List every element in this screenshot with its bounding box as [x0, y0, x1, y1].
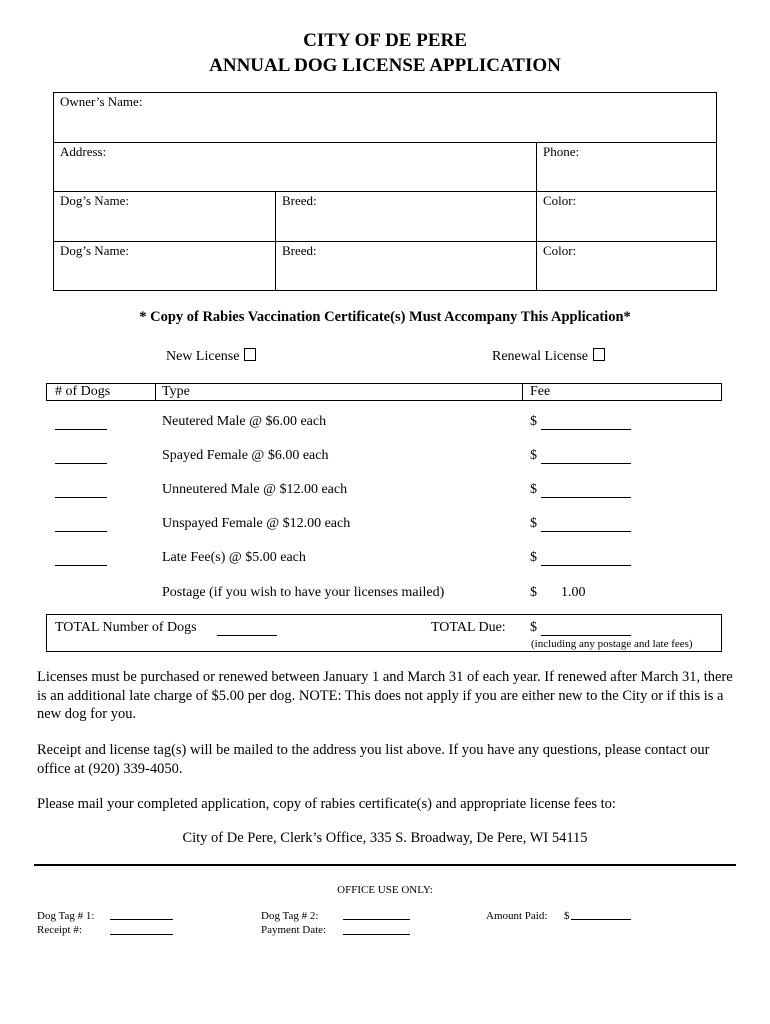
license-deadline-paragraph: Licenses must be purchased or renewed between January 1 and March 31 of each year. If renewed after March 31, there is an additional late charge of $5.00 per dog. NOTE: This does not apply if you are either new to the City or if this is a new dog for you.	[37, 669, 733, 722]
dog1-name-field[interactable]: Dog’s Name:	[60, 193, 129, 208]
office-use-title: OFFICE USE ONLY:	[337, 884, 433, 896]
neutered-male-fee-input[interactable]	[541, 415, 631, 430]
dog-tag-2-input[interactable]	[343, 909, 410, 920]
fee-dollar-sign: $	[530, 585, 537, 600]
section-divider	[34, 864, 736, 866]
dog2-name-field[interactable]: Dog’s Name:	[60, 243, 129, 258]
form-title: CITY OF DE PERE	[303, 30, 467, 51]
amount-paid-label: Amount Paid:	[486, 910, 548, 922]
payment-date-input[interactable]	[343, 924, 410, 935]
unspayed-female-count-input[interactable]	[55, 517, 107, 532]
unneutered-male-label: Unneutered Male @ $12.00 each	[162, 482, 348, 497]
postage-label: Postage (if you wish to have your licenses mailed)	[162, 585, 445, 600]
total-due-label: TOTAL Due:	[431, 620, 506, 635]
fee-dollar-sign: $	[530, 620, 537, 635]
table-divider	[536, 142, 537, 290]
table-divider	[275, 191, 276, 290]
total-dogs-input[interactable]	[217, 621, 277, 636]
fee-dollar-sign: $	[530, 448, 537, 463]
table-divider	[54, 241, 716, 242]
neutered-male-label: Neutered Male @ $6.00 each	[162, 414, 327, 429]
type-column-header: Type	[162, 384, 190, 399]
table-divider	[54, 142, 716, 143]
fee-dollar-sign: $	[530, 516, 537, 531]
address-field[interactable]: Address:	[60, 144, 107, 159]
total-due-input[interactable]	[541, 621, 631, 636]
new-license-label: New License	[166, 349, 240, 364]
fee-column-header: Fee	[530, 384, 551, 399]
new-license-option[interactable]	[166, 348, 256, 365]
neutered-male-count-input[interactable]	[55, 415, 107, 430]
dog-tag-1-label: Dog Tag # 1:	[37, 910, 95, 922]
dog-tag-1-input[interactable]	[110, 909, 173, 920]
dogs-column-header: # of Dogs	[55, 384, 111, 399]
fee-dollar-sign: $	[530, 482, 537, 497]
total-note: (including any postage and late fees)	[531, 638, 693, 650]
dog2-breed-field[interactable]: Breed:	[282, 243, 317, 258]
late-fee-fee-input[interactable]	[541, 551, 631, 566]
spayed-female-count-input[interactable]	[55, 449, 107, 464]
spayed-female-label: Spayed Female @ $6.00 each	[162, 448, 329, 463]
form-subtitle: ANNUAL DOG LICENSE APPLICATION	[209, 55, 561, 76]
unspayed-female-fee-input[interactable]	[541, 517, 631, 532]
total-dogs-label: TOTAL Number of Dogs	[55, 620, 197, 635]
receipt-paragraph: Receipt and license tag(s) will be mailed to the address you list above. If you have any questions, please contact our office at (920) 339-4050.	[37, 742, 710, 777]
receipt-label: Receipt #:	[37, 924, 82, 936]
amount-paid-input[interactable]	[571, 909, 631, 920]
spayed-female-fee-input[interactable]	[541, 449, 631, 464]
amount-dollar-sign: $	[564, 910, 570, 922]
payment-date-label: Payment Date:	[261, 924, 327, 936]
renewal-license-checkbox[interactable]	[593, 348, 605, 361]
fee-dollar-sign: $	[530, 414, 537, 429]
renewal-license-label: Renewal License	[492, 349, 589, 364]
rabies-notice: * Copy of Rabies Vaccination Certificate(s) Must Accompany This Application*	[139, 309, 631, 325]
table-divider	[155, 384, 156, 400]
postage-fee-value: 1.00	[561, 585, 586, 600]
mail-instructions-paragraph: Please mail your completed application, copy of rabies certificate(s) and appropriate license fees to:	[37, 796, 616, 812]
dog1-breed-field[interactable]: Breed:	[282, 193, 317, 208]
renewal-license-option[interactable]	[492, 348, 605, 365]
dog-tag-2-label: Dog Tag # 2:	[261, 910, 319, 922]
owner-info-table	[53, 92, 717, 291]
fee-dollar-sign: $	[530, 550, 537, 565]
receipt-input[interactable]	[110, 924, 173, 935]
late-fee-count-input[interactable]	[55, 551, 107, 566]
dog1-color-field[interactable]: Color:	[543, 193, 577, 208]
owner-name-field[interactable]: Owner’s Name:	[60, 94, 143, 109]
table-divider	[522, 384, 523, 400]
table-divider	[54, 191, 716, 192]
dog2-color-field[interactable]: Color:	[543, 243, 577, 258]
unspayed-female-label: Unspayed Female @ $12.00 each	[162, 516, 351, 531]
unneutered-male-count-input[interactable]	[55, 483, 107, 498]
new-license-checkbox[interactable]	[244, 348, 256, 361]
unneutered-male-fee-input[interactable]	[541, 483, 631, 498]
clerk-address: City of De Pere, Clerk’s Office, 335 S. Broadway, De Pere, WI 54115	[182, 830, 588, 846]
fee-table-header	[46, 383, 722, 401]
phone-field[interactable]: Phone:	[543, 144, 580, 159]
late-fee-label: Late Fee(s) @ $5.00 each	[162, 550, 306, 565]
